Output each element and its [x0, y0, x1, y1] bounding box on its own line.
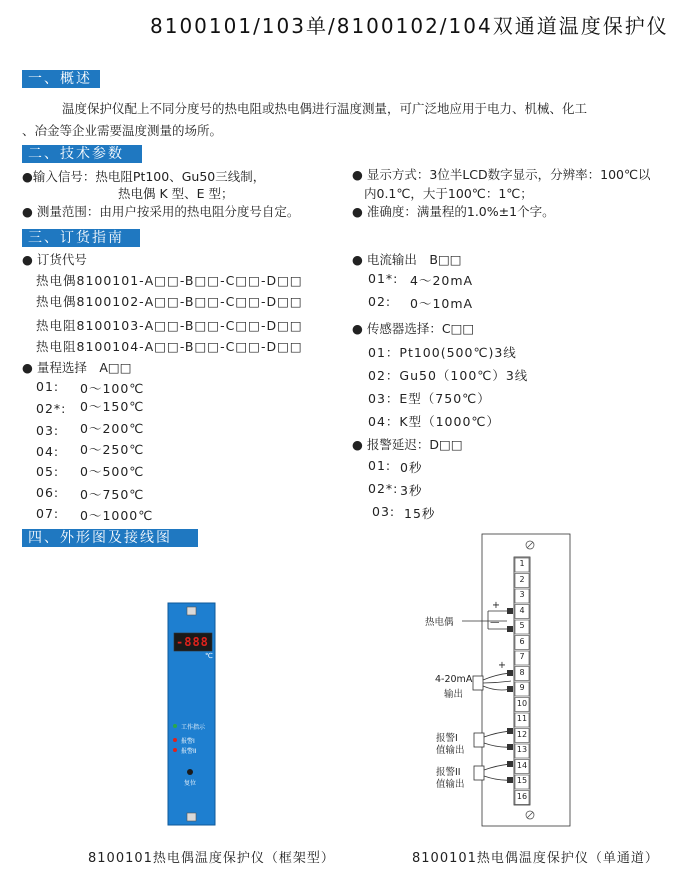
range-code: 06:	[36, 485, 60, 500]
terminal-number: 5	[519, 621, 525, 630]
terminal-number: 15	[516, 776, 528, 785]
alarm1-connector-icon	[474, 733, 484, 747]
page-title: 8100101/103单/8100102/104双通道温度保护仪	[150, 14, 669, 38]
range-code: 02*:	[36, 401, 67, 416]
delay-code: 01:	[368, 458, 392, 473]
delay-code: 02*:	[368, 481, 399, 496]
range-value: 0～750℃	[80, 487, 145, 502]
range-title: ● 量程选择 A□□	[22, 360, 132, 375]
delay-value: 3秒	[400, 483, 423, 498]
thermocouple-label: 热电偶	[425, 617, 454, 628]
tech-display-line-2: 内0.1℃，大于100℃：1℃；	[364, 186, 533, 201]
sensor-title: ● 传感器选择：C□□	[352, 321, 475, 336]
thermocouple-plus: +	[492, 600, 500, 611]
order-code-row: 热电偶8100102-A□□-B□□-C□□-D□□	[36, 294, 303, 309]
led-alarm1-label: 报警I	[181, 738, 195, 745]
overview-line-2: 、冶金等企业需要温度测量的场所。	[22, 123, 223, 138]
order-code-row: 热电阻8100104-A□□-B□□-C□□-D□□	[36, 339, 303, 354]
order-code-row: 热电阻8100103-A□□-B□□-C□□-D□□	[36, 318, 303, 333]
terminal-number: 11	[516, 714, 528, 723]
led-alarm2-label: 报警II	[181, 748, 197, 755]
tech-range: ● 测量范围：由用户按采用的热电阻分度号自定。	[22, 204, 300, 219]
range-value: 0～250℃	[80, 442, 145, 457]
delay-title: ● 报警延迟：D□□	[352, 437, 463, 452]
range-value: 0～200℃	[80, 421, 145, 436]
terminal-number: 1	[519, 559, 525, 568]
sensor-item: 03：E型（750℃）	[368, 391, 491, 406]
terminal-number: 7	[519, 652, 525, 661]
range-value: 0～500℃	[80, 464, 145, 479]
panel-display-unit: ℃	[205, 652, 213, 660]
range-code: 03:	[36, 423, 60, 438]
delay-value: 0秒	[400, 460, 423, 475]
order-code-row: 热电偶8100101-A□□-B□□-C□□-D□□	[36, 273, 303, 288]
terminal-number: 13	[516, 745, 528, 754]
section-overview-heading: 一、概述	[22, 70, 100, 88]
terminal-number: 4	[519, 605, 525, 615]
led-alarm1-icon	[173, 738, 177, 742]
panel-top-screw-icon	[187, 607, 196, 615]
terminal-number: 2	[519, 574, 525, 584]
range-code: 07:	[36, 506, 60, 521]
section-order-heading: 三、订货指南	[22, 229, 140, 247]
tech-input-line-1: ●输入信号：热电阻Pt100、Gu50三线制，	[22, 169, 266, 184]
output-plus: +	[498, 660, 506, 671]
terminal-number: 12	[516, 729, 528, 739]
alarm1-label-line-2: 值输出	[436, 745, 465, 756]
range-code: 04:	[36, 444, 60, 459]
current-value: 0～10mA	[410, 296, 474, 311]
alarm1-label-line-1: 报警I	[436, 733, 458, 744]
section-tech-heading: 二、技术参数	[22, 145, 142, 163]
delay-value: 15秒	[404, 506, 436, 521]
tech-accuracy: ● 准确度：满量程的1.0%±1个字。	[352, 204, 555, 219]
led-work-icon	[173, 724, 177, 728]
range-code: 05:	[36, 464, 60, 479]
sensor-item: 02：Gu50（100℃）3线	[368, 368, 529, 383]
alarm2-label-line-1: 报警II	[436, 767, 461, 778]
led-alarm2-icon	[173, 748, 177, 752]
panel-bottom-screw-icon	[187, 813, 196, 821]
current-title: ● 电流输出 B□□	[352, 252, 462, 267]
alarm2-connector-icon	[474, 766, 484, 780]
sensor-item: 04：K型（1000℃）	[368, 414, 500, 429]
range-code: 01:	[36, 379, 60, 394]
caption-left: 8100101热电偶温度保护仪（框架型）	[88, 851, 335, 866]
current-code: 02:	[368, 294, 392, 309]
terminal-number: 3	[519, 590, 525, 599]
tech-input-line-2: 热电偶 K 型、E 型；	[118, 186, 234, 201]
caption-right: 8100101热电偶温度保护仪（单通道）	[412, 851, 659, 866]
delay-code: 03:	[372, 504, 396, 519]
current-value: 4～20mA	[410, 273, 474, 288]
overview-line-1: 温度保护仪配上不同分度号的热电阻或热电偶进行温度测量，可广泛地应用于电力、机械、化工	[62, 101, 588, 116]
order-code-title: ● 订货代号	[22, 252, 87, 267]
alarm2-label-line-2: 值输出	[436, 779, 465, 790]
range-value: 0～100℃	[80, 381, 145, 396]
tech-display-line-1: ● 显示方式：3位半LCD数字显示，分辨率：100℃以	[352, 167, 651, 182]
section-outline-heading: 四、外形图及接线图	[22, 529, 198, 547]
terminal-number: 9	[519, 683, 525, 692]
output-label-line-1: 4-20mA	[435, 674, 473, 685]
terminal-number: 16	[516, 791, 528, 801]
output-connector-icon	[473, 676, 483, 690]
range-value: 0～150℃	[80, 399, 145, 414]
current-code: 01*:	[368, 271, 399, 286]
terminal-number: 10	[516, 698, 528, 708]
panel-display-digits: -888	[176, 635, 209, 649]
sensor-item: 01：Pt100(500℃)3线	[368, 345, 517, 360]
reset-label: 复位	[184, 780, 197, 787]
output-label-line-2: 输出	[444, 689, 464, 700]
thermocouple-minus: —	[490, 617, 500, 628]
terminal-number: 8	[519, 667, 525, 677]
range-value: 0～1000℃	[80, 508, 154, 523]
reset-button-icon	[187, 769, 193, 775]
terminal-number: 14	[516, 760, 528, 770]
terminal-number: 6	[519, 636, 525, 646]
led-work-label: 工作指示	[181, 724, 206, 731]
